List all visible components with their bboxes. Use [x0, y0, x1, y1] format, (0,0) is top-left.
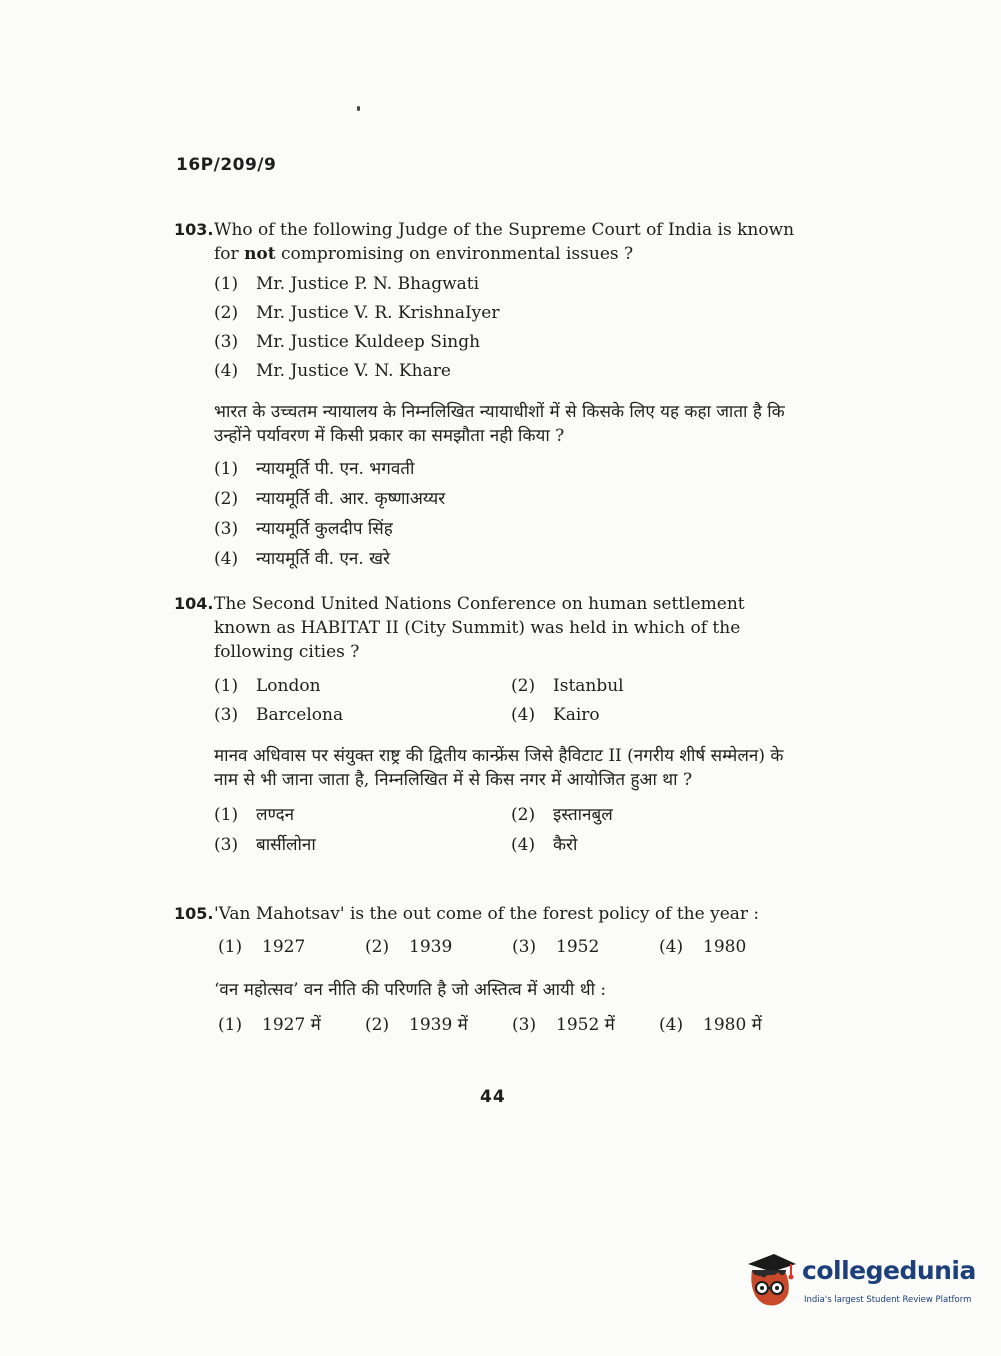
page-number: 44 [480, 1087, 506, 1107]
option-en: (2) Istanbul [511, 676, 624, 696]
options-hi [218, 1010, 806, 1040]
option-hi: (3) 1952 में [512, 1015, 615, 1035]
option-en: (3) Barcelona [214, 705, 344, 725]
option-en: (3) 1952 [512, 937, 600, 957]
option-en: (4) 1980 [659, 937, 747, 957]
mascot-icon [744, 1252, 798, 1308]
option-hi: (3) न्यायमूर्ति कुलदीप सिंह [214, 519, 393, 539]
option-hi: (4) 1980 में [659, 1015, 762, 1035]
question-number: 104. [174, 594, 214, 613]
question-105 [174, 902, 806, 1040]
question-104 [174, 592, 806, 860]
options-en [218, 932, 806, 962]
option-en: (1) Mr. Justice P. N. Bhagwati [214, 274, 480, 294]
option-en: (1) 1927 [218, 937, 306, 957]
option-hi: (4) न्यायमूर्ति वी. एन. खरे [214, 549, 390, 569]
collegedunia-logo [744, 1250, 976, 1312]
scan-speck [357, 106, 360, 111]
option-en: (4) Kairo [511, 705, 600, 725]
question-number: 103. [174, 220, 214, 239]
option-en: (2) Mr. Justice V. R. KrishnaIyer [214, 303, 500, 323]
option-hi: (4) कैरो [511, 835, 578, 855]
option-en: (4) Mr. Justice V. N. Khare [214, 361, 451, 381]
question-text-en [174, 902, 806, 926]
question-103 [174, 218, 806, 574]
question-body: Who of the following Judge of the Supreme Court of India is known for not compromising on environmental issues ? [214, 220, 795, 264]
options-hi [214, 454, 806, 574]
option-en: (1) London [214, 676, 321, 696]
options-hi [214, 800, 806, 860]
option-hi: (1) न्यायमूर्ति पी. एन. भगवती [214, 459, 415, 479]
question-number: 105. [174, 904, 214, 923]
option-hi: (2) इस्तानबुल [511, 805, 613, 825]
option-hi: (1) लण्दन [214, 805, 295, 825]
question-text-en [174, 218, 806, 266]
logo-tagline: India's largest Student Review Platform [804, 1295, 972, 1305]
question-text-hi: मानव अधिवास पर संयुक्त राष्ट्र की द्वितीय कान्फ्रेंस जिसे हैविटाट II (नगरीय शीर्ष सम्मेलन) के नाम से भी जाना जाता है, निम्नलिखित में से किस नगर में आयोजित हुआ था ? [214, 746, 784, 790]
option-en: (3) Mr. Justice Kuldeep Singh [214, 332, 481, 352]
option-en: (2) 1939 [365, 937, 453, 957]
question-text-en [174, 592, 806, 664]
question-body: 'Van Mahotsav' is the out come of the forest policy of the year : [214, 904, 760, 924]
paper-code: 16P/209/9 [176, 155, 277, 175]
question-body: The Second United Nations Conference on human settlement known as HABITAT II (City Summit) was held in which of the following cities ? [214, 594, 745, 662]
question-text-hi: ‘वन महोत्सव’ वन नीति की परिणति है जो अस्तित्व में आयी थी : [214, 980, 607, 1000]
option-hi: (1) 1927 में [218, 1015, 321, 1035]
option-hi: (2) न्यायमूर्ति वी. आर. कृष्णाअय्यर [214, 489, 446, 509]
question-text-hi: भारत के उच्चतम न्यायालय के निम्नलिखित न्यायाधीशों में से किसके लिए यह कहा जाता है कि उन्होंने पर्यावरण में किसी प्रकार का समझौता नही किया ? [214, 402, 785, 446]
option-hi: (3) बार्सीलोना [214, 835, 316, 855]
option-hi: (2) 1939 में [365, 1015, 468, 1035]
logo-wordmark: collegedunia [802, 1256, 976, 1285]
options-en [214, 270, 806, 386]
options-en [214, 672, 806, 730]
